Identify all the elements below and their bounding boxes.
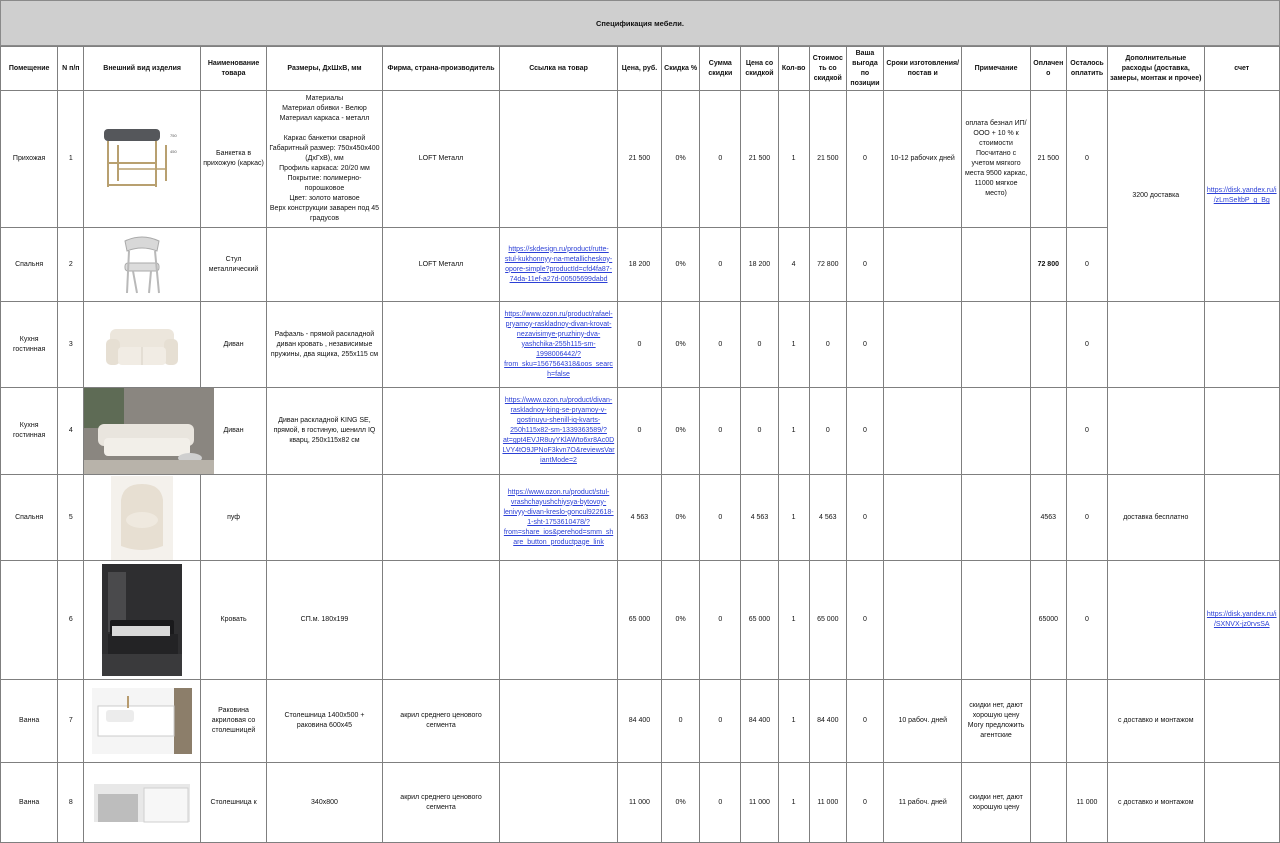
- discount-cell[interactable]: 0%: [662, 302, 700, 388]
- terms-cell[interactable]: 11 рабоч. дней: [884, 763, 962, 843]
- extra-expenses-cell[interactable]: [1108, 302, 1204, 388]
- discounted-price-cell[interactable]: 84 400: [741, 680, 778, 763]
- remaining-cell[interactable]: 0: [1066, 228, 1107, 302]
- terms-cell[interactable]: 10-12 рабочих дней: [884, 91, 962, 228]
- terms-cell[interactable]: [884, 228, 962, 302]
- paid-cell[interactable]: [1030, 388, 1066, 475]
- header-cell[interactable]: Помещение: [1, 47, 58, 91]
- header-row: [1, 47, 1280, 91]
- invoice-cell[interactable]: [1204, 91, 1280, 302]
- table-row: [1, 475, 1280, 561]
- discount-sum-cell[interactable]: 0: [700, 388, 741, 475]
- terms-cell[interactable]: [884, 475, 962, 561]
- header-cell[interactable]: N п/п: [58, 47, 84, 91]
- bed-image[interactable]: [84, 561, 201, 680]
- invoice-cell[interactable]: [1204, 680, 1280, 763]
- profit-cell[interactable]: 0: [846, 475, 883, 561]
- discount-sum-cell[interactable]: 0: [700, 475, 741, 561]
- table-row: [1, 91, 1280, 228]
- extra-expenses-cell[interactable]: с доставко и монтажом: [1108, 680, 1204, 763]
- size-cell[interactable]: Столешница 1400х500 + раковина 600х45: [267, 680, 383, 763]
- quantity-cell[interactable]: 1: [778, 388, 809, 475]
- index-cell[interactable]: 5: [58, 475, 84, 561]
- product-link[interactable]: https://disk.yandex.ru/i/SXNVX-jz0rvsSA: [1206, 611, 1277, 628]
- invoice-cell[interactable]: [1204, 388, 1280, 475]
- svg-text:450: 450: [170, 149, 177, 154]
- table-row: [1, 680, 1280, 763]
- product-name-cell[interactable]: Раковина акриловая со столешницей: [200, 680, 266, 763]
- profit-cell[interactable]: 0: [846, 228, 883, 302]
- sink-image[interactable]: [84, 680, 201, 763]
- price-cell[interactable]: 65 000: [617, 561, 661, 680]
- header-cell[interactable]: Дополнительные расходы (доставка, замеры, монтаж и прочее): [1108, 47, 1204, 91]
- table-row: [1, 561, 1280, 680]
- note-cell[interactable]: скидки нет, дают хорошую цену Могу предложить агентские: [962, 680, 1030, 763]
- discount-sum-cell[interactable]: 0: [700, 91, 741, 228]
- bench-image[interactable]: [84, 91, 201, 228]
- link-cell[interactable]: [500, 228, 618, 302]
- price-cell[interactable]: 11 000: [617, 763, 661, 843]
- firm-cell[interactable]: [382, 388, 500, 475]
- firm-cell[interactable]: LOFT Металл: [382, 228, 500, 302]
- price-cell[interactable]: 18 200: [617, 228, 661, 302]
- header-cell[interactable]: Кол-во: [778, 47, 809, 91]
- quantity-cell[interactable]: 4: [778, 228, 809, 302]
- index-cell[interactable]: 6: [58, 561, 84, 680]
- price-cell[interactable]: 0: [617, 388, 661, 475]
- terms-cell[interactable]: [884, 561, 962, 680]
- sofa-image[interactable]: [84, 302, 201, 388]
- header-cell[interactable]: Оплачено: [1030, 47, 1066, 91]
- furniture-spec-table: [0, 46, 1280, 843]
- paid-cell[interactable]: 4563: [1030, 475, 1066, 561]
- firm-cell[interactable]: [382, 561, 500, 680]
- discount-sum-cell[interactable]: 0: [700, 561, 741, 680]
- terms-cell[interactable]: [884, 302, 962, 388]
- table-row: [1, 388, 1280, 475]
- invoice-cell[interactable]: [1204, 475, 1280, 561]
- header-cell[interactable]: Ссылка на товар: [500, 47, 618, 91]
- counter-image[interactable]: [84, 763, 201, 843]
- profit-cell[interactable]: 0: [846, 91, 883, 228]
- room-cell[interactable]: [1, 561, 58, 680]
- invoice-cell[interactable]: [1204, 763, 1280, 843]
- index-cell[interactable]: 2: [58, 228, 84, 302]
- discount-sum-cell[interactable]: 0: [700, 302, 741, 388]
- chair-image[interactable]: [84, 228, 201, 302]
- room-cell[interactable]: Спальня: [1, 475, 58, 561]
- product-name-cell[interactable]: пуф: [200, 475, 266, 561]
- product-name-cell[interactable]: Диван: [200, 388, 266, 475]
- discount-sum-cell[interactable]: 0: [700, 680, 741, 763]
- remaining-cell[interactable]: 11 000: [1066, 763, 1107, 843]
- product-name-cell[interactable]: Кровать: [200, 561, 266, 680]
- note-cell[interactable]: оплата безнал ИП/ООО + 10 % к стоимости Посчитано с учетом мягкого места 9500 каркас, 11000 мягкое место): [962, 91, 1030, 228]
- note-cell[interactable]: [962, 475, 1030, 561]
- cost-cell[interactable]: 65 000: [809, 561, 846, 680]
- terms-cell[interactable]: 10 рабоч. дней: [884, 680, 962, 763]
- header-cell[interactable]: счет: [1204, 47, 1280, 91]
- remaining-cell[interactable]: 0: [1066, 91, 1107, 228]
- discounted-price-cell[interactable]: 4 563: [741, 475, 778, 561]
- invoice-cell[interactable]: [1204, 561, 1280, 680]
- index-cell[interactable]: 7: [58, 680, 84, 763]
- product-link[interactable]: https://disk.yandex.ru/i/zLmSeltbP_g_Bg: [1206, 187, 1277, 204]
- remaining-cell[interactable]: 0: [1066, 475, 1107, 561]
- profit-cell[interactable]: 0: [846, 302, 883, 388]
- link-cell[interactable]: [500, 561, 618, 680]
- note-cell[interactable]: [962, 302, 1030, 388]
- paid-cell[interactable]: [1030, 302, 1066, 388]
- cost-cell[interactable]: 0: [809, 388, 846, 475]
- terms-cell[interactable]: [884, 388, 962, 475]
- profit-cell[interactable]: 0: [846, 561, 883, 680]
- remaining-cell[interactable]: 0: [1066, 561, 1107, 680]
- product-name-cell[interactable]: Столешница к: [200, 763, 266, 843]
- discounted-price-cell[interactable]: 0: [741, 302, 778, 388]
- index-cell[interactable]: 8: [58, 763, 84, 843]
- header-cell[interactable]: Размеры, ДхШхВ, мм: [267, 47, 383, 91]
- pouf-image[interactable]: [84, 475, 201, 561]
- size-cell[interactable]: 340х800: [267, 763, 383, 843]
- svg-text:750: 750: [170, 133, 177, 138]
- quantity-cell[interactable]: 1: [778, 561, 809, 680]
- header-cell[interactable]: Внешний вид изделия: [84, 47, 201, 91]
- room-cell[interactable]: Кухня гостинная: [1, 302, 58, 388]
- paid-cell[interactable]: [1030, 680, 1066, 763]
- remaining-cell[interactable]: 0: [1066, 302, 1107, 388]
- header-cell[interactable]: Цена, руб.: [617, 47, 661, 91]
- price-cell[interactable]: 84 400: [617, 680, 661, 763]
- product-name-cell[interactable]: Диван: [200, 302, 266, 388]
- header-cell[interactable]: Наименование товара: [200, 47, 266, 91]
- quantity-cell[interactable]: 1: [778, 680, 809, 763]
- product-name-cell[interactable]: Банкетка в прихожую (каркас): [200, 91, 266, 228]
- link-cell[interactable]: [500, 388, 618, 475]
- size-cell[interactable]: СП.м. 180х199: [267, 561, 383, 680]
- index-cell[interactable]: 3: [58, 302, 84, 388]
- note-cell[interactable]: [962, 388, 1030, 475]
- sofa-king-image[interactable]: [84, 388, 201, 475]
- link-cell[interactable]: [500, 475, 618, 561]
- price-cell[interactable]: 0: [617, 302, 661, 388]
- header-cell[interactable]: Ваша выгода по позиции: [846, 47, 883, 91]
- link-cell[interactable]: [500, 680, 618, 763]
- profit-cell[interactable]: 0: [846, 763, 883, 843]
- link-cell[interactable]: [500, 763, 618, 843]
- discounted-price-cell[interactable]: 21 500: [741, 91, 778, 228]
- index-cell[interactable]: 4: [58, 388, 84, 475]
- profit-cell[interactable]: 0: [846, 388, 883, 475]
- product-link[interactable]: https://www.ozon.ru/product/divan-raskladnoy-king-se-pryamoy-v-gostinuyu-shenill-iq-kvarts-250h115x82-sm-1339363589/?at=gpt4EVJR8uyYKlAWto6xr8Ac0DLVY4tO9JPNoF3kvn7O&reviewsVariantMode=2: [502, 397, 615, 464]
- header-cell[interactable]: Стоимость со скидкой: [809, 47, 846, 91]
- discount-cell[interactable]: 0%: [662, 228, 700, 302]
- header-cell[interactable]: Осталось оплатить: [1066, 47, 1107, 91]
- extra-expenses-cell[interactable]: [1108, 561, 1204, 680]
- invoice-cell[interactable]: [1204, 302, 1280, 388]
- extra-expenses-cell[interactable]: [1108, 388, 1204, 475]
- discount-sum-cell[interactable]: 0: [700, 763, 741, 843]
- cost-cell[interactable]: 0: [809, 302, 846, 388]
- price-cell[interactable]: 21 500: [617, 91, 661, 228]
- paid-cell[interactable]: [1030, 763, 1066, 843]
- discount-cell[interactable]: 0%: [662, 91, 700, 228]
- quantity-cell[interactable]: 1: [778, 302, 809, 388]
- remaining-cell[interactable]: [1066, 680, 1107, 763]
- extra-expenses-cell[interactable]: 3200 доставка: [1108, 91, 1204, 302]
- discounted-price-cell[interactable]: 65 000: [741, 561, 778, 680]
- header-cell[interactable]: Сроки изготовления/постав и: [884, 47, 962, 91]
- sheet-title: Спецификация мебели.: [0, 0, 1280, 46]
- paid-cell[interactable]: 21 500: [1030, 91, 1066, 228]
- discount-cell[interactable]: 0: [662, 680, 700, 763]
- product-link[interactable]: https://www.ozon.ru/product/stul-vrashchayushchiysya-bytovoy-lenivyy-divan-kreslo-goncul922618-1-sht-1753610478/?from=share_ios&perehod=smm_share_button_productpage_link: [503, 488, 614, 546]
- firm-cell[interactable]: акрил среднего ценового сегмента: [382, 680, 500, 763]
- size-cell[interactable]: Диван раскладной KING SE, прямой, в гостиную, шенилл IQ кварц, 250х115х82 см: [267, 388, 383, 475]
- firm-cell[interactable]: [382, 475, 500, 561]
- note-cell[interactable]: скидки нет, дают хорошую цену: [962, 763, 1030, 843]
- quantity-cell[interactable]: 1: [778, 475, 809, 561]
- note-cell[interactable]: [962, 561, 1030, 680]
- cost-cell[interactable]: 21 500: [809, 91, 846, 228]
- header-cell[interactable]: Скидка %: [662, 47, 700, 91]
- product-link[interactable]: https://skdesign.ru/product/rutte-stul-kukhonnyy-na-metallicheskoy-opore-simple?productId=cfd4fa87-74da-11ef-a27d-00505699dabd: [504, 245, 613, 283]
- table-row: [1, 763, 1280, 843]
- product-name-cell[interactable]: Стул металлический: [200, 228, 266, 302]
- size-cell[interactable]: Материалы Материал обивки - Велюр Материал каркаса - металл Каркас банкетки сварной Габаритный размер: 750х450х400 (ДхГхВ), мм Профиль каркаса: 20/20 мм Покрытие: полимерно-порошковое Цвет: золото матовое Верх конструкции заварен под 45 градусов: [267, 91, 383, 228]
- firm-cell[interactable]: акрил среднего ценового сегмента: [382, 763, 500, 843]
- note-cell[interactable]: [962, 228, 1030, 302]
- extra-expenses-cell[interactable]: с доставко и монтажом: [1108, 763, 1204, 843]
- cost-cell[interactable]: 72 800: [809, 228, 846, 302]
- firm-cell[interactable]: [382, 302, 500, 388]
- paid-cell[interactable]: 72 800: [1030, 228, 1066, 302]
- room-cell[interactable]: Кухня гостинная: [1, 388, 58, 475]
- table-row: [1, 228, 1280, 302]
- table-row: [1, 302, 1280, 388]
- discounted-price-cell[interactable]: 11 000: [741, 763, 778, 843]
- discounted-price-cell[interactable]: 0: [741, 388, 778, 475]
- room-cell[interactable]: Ванна: [1, 680, 58, 763]
- remaining-cell[interactable]: 0: [1066, 388, 1107, 475]
- paid-cell[interactable]: 65000: [1030, 561, 1066, 680]
- discounted-price-cell[interactable]: 18 200: [741, 228, 778, 302]
- discount-cell[interactable]: 0%: [662, 475, 700, 561]
- size-cell[interactable]: [267, 228, 383, 302]
- room-cell[interactable]: Спальня: [1, 228, 58, 302]
- quantity-cell[interactable]: 1: [778, 91, 809, 228]
- cost-cell[interactable]: 84 400: [809, 680, 846, 763]
- quantity-cell[interactable]: 1: [778, 763, 809, 843]
- link-cell[interactable]: [500, 91, 618, 228]
- index-cell[interactable]: 1: [58, 91, 84, 228]
- profit-cell[interactable]: 0: [846, 680, 883, 763]
- discount-cell[interactable]: 0%: [662, 561, 700, 680]
- link-cell[interactable]: [500, 302, 618, 388]
- header-cell[interactable]: Фирма, страна-производитель: [382, 47, 500, 91]
- room-cell[interactable]: Прихожая: [1, 91, 58, 228]
- header-cell[interactable]: Цена со скидкой: [741, 47, 778, 91]
- discount-cell[interactable]: 0%: [662, 388, 700, 475]
- price-cell[interactable]: 4 563: [617, 475, 661, 561]
- header-cell[interactable]: Сумма скидки: [700, 47, 741, 91]
- extra-expenses-cell[interactable]: доставка бесплатно: [1108, 475, 1204, 561]
- size-cell[interactable]: Рафаэль - прямой раскладной диван кровать , независимые пружины, два ящика, 255х115 см: [267, 302, 383, 388]
- firm-cell[interactable]: LOFT Металл: [382, 91, 500, 228]
- cost-cell[interactable]: 4 563: [809, 475, 846, 561]
- header-cell[interactable]: Примечание: [962, 47, 1030, 91]
- cost-cell[interactable]: 11 000: [809, 763, 846, 843]
- size-cell[interactable]: [267, 475, 383, 561]
- room-cell[interactable]: Ванна: [1, 763, 58, 843]
- product-link[interactable]: https://www.ozon.ru/product/rafael-pryamoy-raskladnoy-divan-krovat-nezavisimye-pruzhiny-dva-yashchika-255h115-sm-1998006442/?from_sku=1567564318&oos_search=false: [504, 310, 613, 378]
- discount-sum-cell[interactable]: 0: [700, 228, 741, 302]
- discount-cell[interactable]: 0%: [662, 763, 700, 843]
